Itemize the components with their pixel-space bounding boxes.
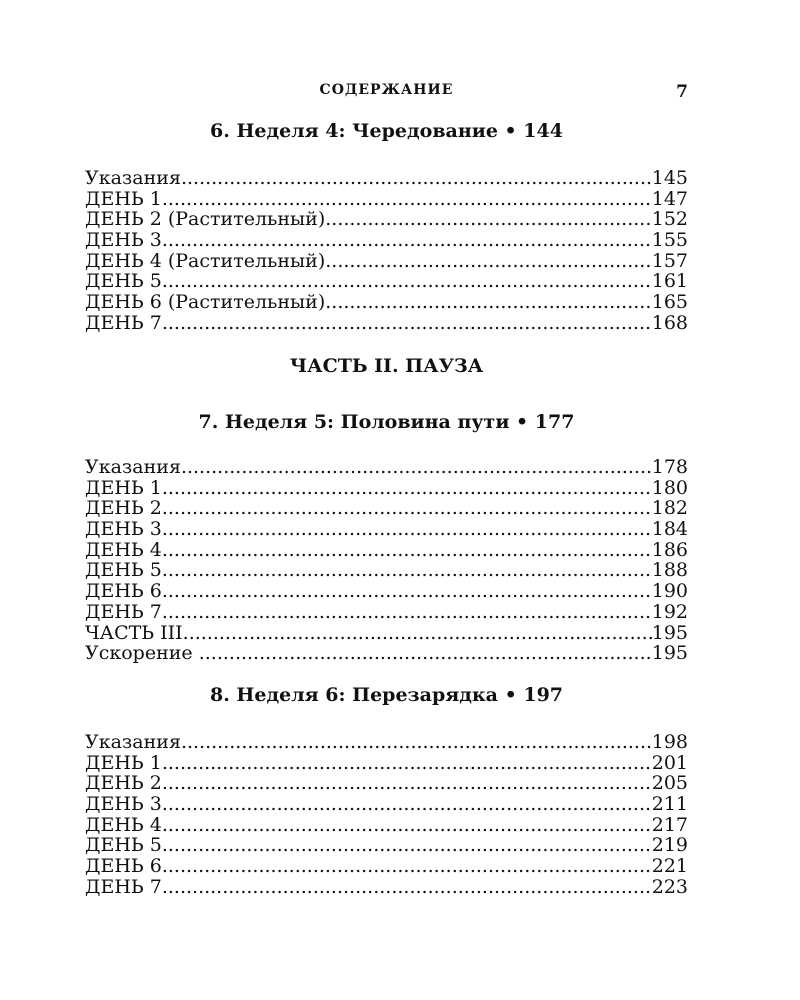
part-heading: ЧАСТЬ II. ПАУЗА	[289, 355, 484, 377]
dot-leader	[162, 773, 652, 794]
toc-entry	[85, 478, 688, 499]
section-heading-week-5: 7. Неделя 5: Половина пути • 177	[198, 411, 575, 433]
dot-leader	[199, 643, 652, 664]
dot-leader	[325, 292, 652, 313]
toc-entry	[85, 540, 688, 561]
toc-list-week-5	[85, 457, 688, 664]
toc-entry-page: 147	[651, 188, 688, 210]
toc-entry-page: 195	[651, 622, 688, 644]
dot-leader	[162, 835, 652, 856]
dot-leader	[162, 602, 652, 623]
toc-entry-page: 168	[651, 312, 688, 334]
toc-entry-label: ДЕНЬ 2	[85, 498, 162, 520]
toc-entry	[85, 168, 688, 189]
toc-entry-page: 186	[651, 539, 688, 561]
toc-entry	[85, 835, 688, 856]
toc-entry-label: Указания	[85, 457, 181, 478]
dot-leader	[162, 877, 652, 898]
dot-leader	[325, 209, 652, 230]
toc-entry	[85, 560, 688, 581]
running-title: СОДЕРЖАНИЕ	[319, 82, 454, 98]
toc-entry-label: ДЕНЬ 4 (Растительный)	[85, 250, 326, 272]
dot-leader	[162, 271, 652, 292]
toc-entry-page: 211	[651, 794, 688, 815]
toc-entry-page: 184	[651, 519, 688, 540]
toc-entry-label: ДЕНЬ 7	[85, 601, 162, 623]
toc-entry-page: 155	[651, 230, 688, 251]
toc-entry	[85, 189, 688, 210]
dot-leader	[183, 623, 652, 644]
toc-entry-label: ДЕНЬ 3	[85, 519, 162, 540]
toc-entry-label: ДЕНЬ 6	[85, 581, 162, 602]
dot-leader	[162, 753, 652, 774]
toc-entry-label: Ускорение	[85, 643, 199, 664]
toc-entry-label: ДЕНЬ 2	[85, 773, 162, 795]
toc-entry-label: ДЕНЬ 4	[85, 539, 162, 561]
toc-entry-page: 201	[651, 752, 688, 774]
toc-entry	[85, 251, 688, 272]
toc-list-week-4	[85, 168, 688, 334]
toc-entry-label: ДЕНЬ 6	[85, 856, 162, 877]
dot-leader	[325, 251, 652, 272]
toc-entry	[85, 773, 688, 794]
dot-leader	[162, 540, 652, 561]
toc-entry	[85, 643, 688, 664]
dot-leader	[181, 457, 652, 478]
dot-leader	[162, 498, 652, 519]
toc-entry-label: Указания	[85, 168, 181, 189]
toc-entry-page: 157	[651, 250, 688, 272]
toc-entry-page: 198	[651, 732, 688, 753]
toc-entry-page: 195	[651, 643, 688, 664]
section-heading-week-6: 8. Неделя 6: Перезарядка • 197	[209, 684, 564, 706]
toc-entry-page: 165	[651, 292, 688, 313]
toc-entry	[85, 457, 688, 478]
toc-entry-page: 190	[651, 581, 688, 602]
toc-entry-label: ДЕНЬ 5	[85, 271, 162, 293]
toc-entry	[85, 623, 688, 644]
dot-leader	[162, 815, 652, 836]
toc-entry-page: 205	[651, 773, 688, 795]
toc-entry	[85, 498, 688, 519]
toc-entry-label: ДЕНЬ 1	[85, 188, 162, 210]
toc-entry	[85, 856, 688, 877]
toc-entry-page: 221	[651, 856, 688, 877]
toc-entry-label: ДЕНЬ 1	[85, 477, 162, 499]
toc-entry	[85, 313, 688, 334]
toc-entry	[85, 877, 688, 898]
toc-entry-page: 192	[651, 601, 688, 623]
toc-entry	[85, 732, 688, 753]
toc-entry-label: ДЕНЬ 6 (Растительный)	[85, 292, 326, 313]
toc-entry-label: ДЕНЬ 3	[85, 794, 162, 815]
toc-entry	[85, 815, 688, 836]
toc-entry	[85, 794, 688, 815]
toc-entry-label: ДЕНЬ 2 (Растительный)	[85, 209, 326, 231]
dot-leader	[162, 230, 652, 251]
toc-entry-page: 152	[651, 209, 688, 231]
dot-leader	[162, 581, 652, 602]
toc-entry-page: 188	[651, 560, 688, 582]
toc-entry-label: ДЕНЬ 5	[85, 835, 162, 857]
running-head	[85, 82, 688, 102]
toc-entry-label: ДЕНЬ 7	[85, 876, 162, 898]
toc-entry-label: ЧАСТЬ III	[85, 622, 183, 644]
dot-leader	[162, 313, 652, 334]
dot-leader	[162, 189, 652, 210]
dot-leader	[181, 732, 652, 753]
toc-entry	[85, 753, 688, 774]
dot-leader	[162, 794, 652, 815]
dot-leader	[181, 168, 652, 189]
toc-entry-page: 217	[651, 814, 688, 836]
toc-entry	[85, 602, 688, 623]
toc-list-week-6	[85, 732, 688, 898]
toc-entry-label: Указания	[85, 732, 181, 753]
toc-entry	[85, 581, 688, 602]
section-heading-week-4: 6. Неделя 4: Чередование • 144	[210, 120, 563, 142]
dot-leader	[162, 560, 652, 581]
toc-entry	[85, 230, 688, 251]
dot-leader	[162, 478, 652, 499]
toc-entry-label: ДЕНЬ 1	[85, 752, 162, 774]
dot-leader	[162, 519, 652, 540]
toc-entry-page: 161	[651, 271, 688, 293]
toc-entry-page: 178	[651, 457, 688, 478]
toc-entry-page: 182	[651, 498, 688, 520]
toc-entry-page: 219	[651, 835, 688, 857]
toc-entry-label: ДЕНЬ 4	[85, 814, 162, 836]
toc-entry	[85, 292, 688, 313]
toc-entry-label: ДЕНЬ 7	[85, 312, 162, 334]
toc-entry-label: ДЕНЬ 3	[85, 230, 162, 251]
toc-entry-page: 223	[651, 876, 688, 898]
toc-entry-label: ДЕНЬ 5	[85, 560, 162, 582]
toc-entry	[85, 271, 688, 292]
toc-entry-page: 145	[651, 168, 688, 189]
toc-entry	[85, 209, 688, 230]
toc-entry	[85, 519, 688, 540]
toc-entry-page: 180	[651, 477, 688, 499]
page-number: 7	[676, 82, 688, 102]
dot-leader	[162, 856, 652, 877]
